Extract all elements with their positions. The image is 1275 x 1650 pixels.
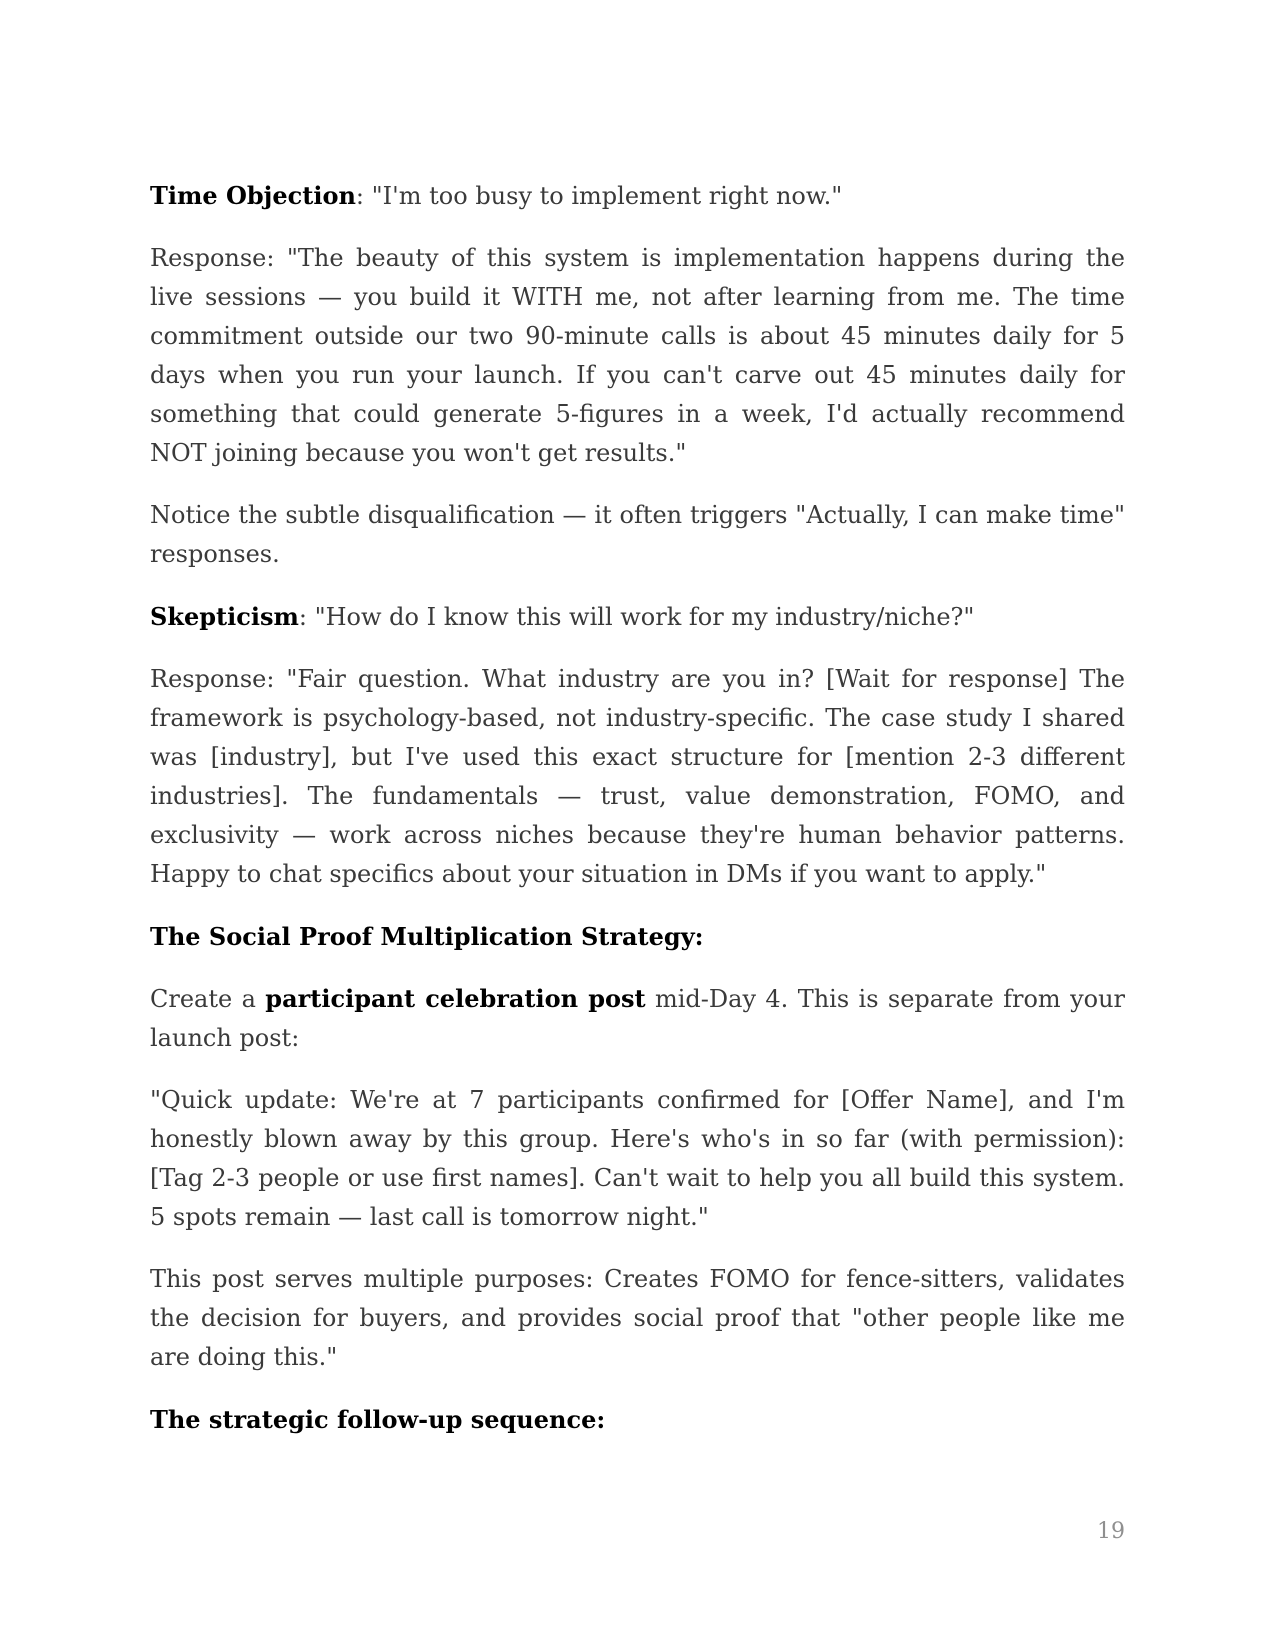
social-proof-heading: The Social Proof Multiplication Strategy: [150,922,704,951]
post-purposes-paragraph: This post serves multiple purposes: Creates FOMO for fence-sitters, validates the decision for buyers, and provides social proof that "other people like me are doing this." [150,1265,1125,1371]
time-objection-quote: : "I'm too busy to implement right now." [355,182,843,210]
celebration-post-bold-phrase: participant celebration post [265,984,646,1013]
skepticism-objection-paragraph [150,597,1125,637]
celebration-post-intro-end: mid-Day 4. This is separate from your launch post: [150,985,1126,1052]
celebration-post-intro-paragraph [150,979,1125,1058]
time-objection-paragraph [150,176,1125,216]
skepticism-response-paragraph: Response: "Fair question. What industry are you in? [Wait for response] The framework is psychology-based, not industry-specific. The case study I shared was [industry], but I've used this exact structure for [mention 2-3 different industries]. The fundamentals — trust, value demonstration, FOMO, and exclusivity — work across niches because they're human behavior patterns. Happy to chat specifics about your situation in DMs if you want to apply." [150,665,1125,888]
page-content [150,176,1125,1439]
celebration-post-script-paragraph: "Quick update: We're at 7 participants confirmed for [Offer Name], and I'm honestly blown away by this group. Here's who's in so far (with permission): [Tag 2-3 people or use first names]. Can't wait to help you all build this system. 5 spots remain — last call is tomorrow night." [150,1086,1125,1231]
skepticism-quote: : "How do I know this will work for my industry/niche?" [298,603,975,631]
time-objection-response-paragraph: Response: "The beauty of this system is implementation happens during the live sessions — you build it WITH me, not after learning from me. The time commitment outside our two 90-minute calls is about 45 minutes daily for 5 days when you run your launch. If you can't carve out 45 minutes daily for something that could generate 5-figures in a week, I'd actually recommend NOT joining because you won't get results." [150,244,1125,467]
disqualification-note-paragraph: Notice the subtle disqualification — it often triggers "Actually, I can make time" responses. [150,501,1125,568]
follow-up-heading: The strategic follow-up sequence: [150,1405,606,1434]
skepticism-label: Skepticism [150,602,299,631]
time-objection-label: Time Objection [150,181,356,210]
celebration-post-intro-start: Create a [150,985,266,1013]
page-number: 19 [1097,1519,1125,1544]
